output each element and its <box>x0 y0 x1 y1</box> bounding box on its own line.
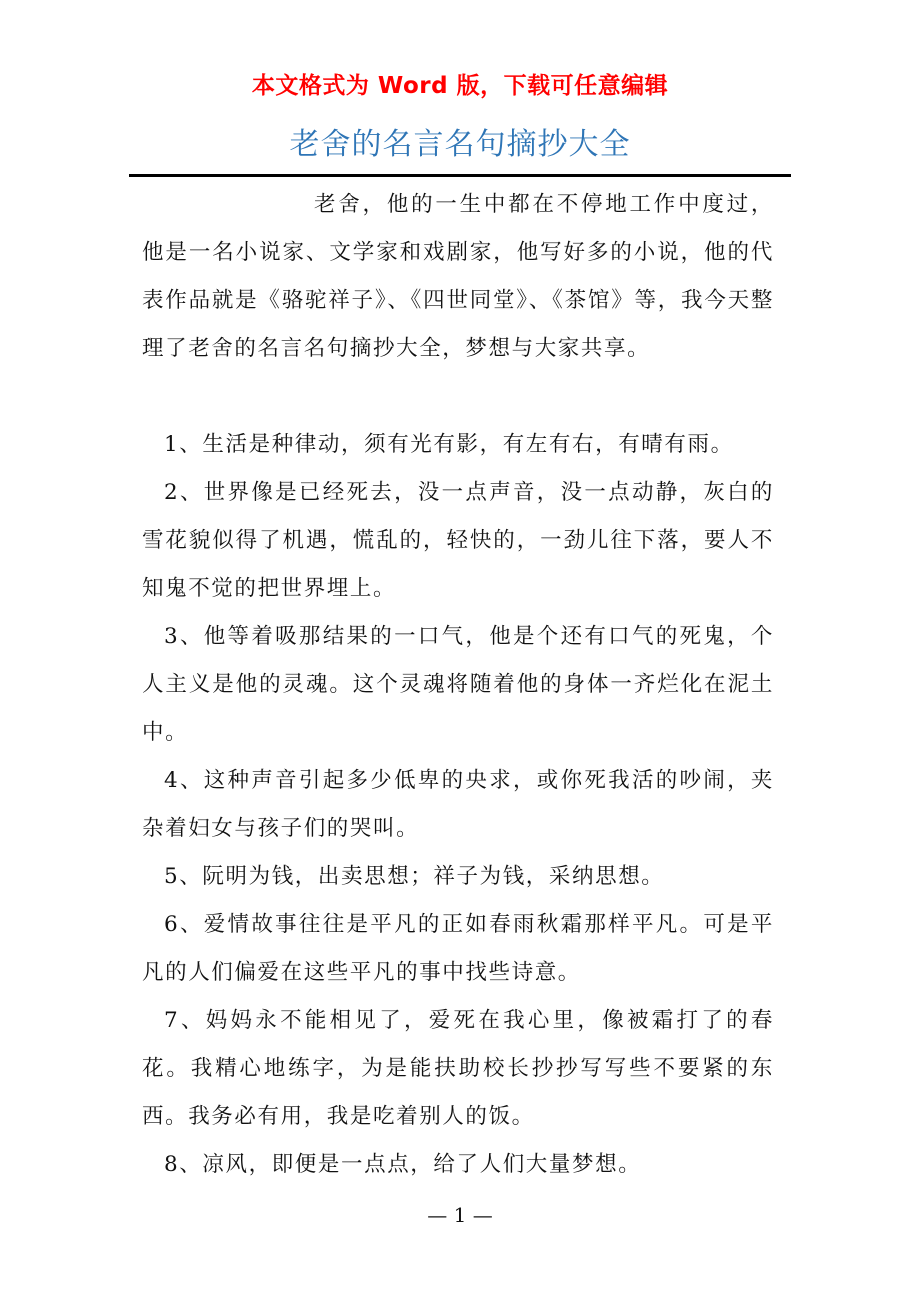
quote-item-5 <box>142 853 774 901</box>
quote-item-7 <box>142 997 774 1141</box>
quote-text: 他等着吸那结果的一口气，他是个还有口气的死鬼，个人主义是他的灵魂。这个灵魂将随着他的身体一齐烂化在泥土中。 <box>142 624 774 745</box>
document-body <box>142 181 774 1189</box>
quote-text: 爱情故事往往是平凡的正如春雨秋霜那样平凡。可是平凡的人们偏爱在这些平凡的事中找些诗意。 <box>142 912 774 985</box>
quote-item-6 <box>142 901 774 997</box>
quote-item-2 <box>142 469 774 613</box>
editable-format-notice: 本文格式为 Word 版，下载可任意编辑 <box>251 73 669 99</box>
quote-item-1 <box>142 421 774 469</box>
title-divider-rule <box>129 174 791 177</box>
document-title: 老舍的名言名句摘抄大全 <box>289 127 631 162</box>
quote-item-8 <box>142 1141 774 1189</box>
quote-item-3 <box>142 613 774 757</box>
quote-number: 5、 <box>164 864 203 889</box>
quote-number: 7、 <box>164 1008 206 1033</box>
intro-paragraph: 老舍，他的一生中都在不停地工作中度过，他是一名小说家、文学家和戏剧家，他写好多的小说，他的代表作品就是《骆驼祥子》、《四世同堂》、《茶馆》等，我今天整理了老舍的名言名句摘抄大全，梦想与大家共享。 <box>142 192 774 361</box>
quote-number: 1、 <box>164 432 203 457</box>
quote-number: 6、 <box>164 912 204 937</box>
quote-text: 这种声音引起多少低卑的央求，或你死我活的吵闹，夹杂着妇女与孩子们的哭叫。 <box>142 768 774 841</box>
quote-text: 阮明为钱，出卖思想；祥子为钱，采纳思想。 <box>202 864 665 889</box>
quote-number: 8、 <box>164 1152 203 1177</box>
quote-text: 妈妈永不能相见了，爱死在我心里，像被霜打了的春花。我精心地练字，为是能扶助校长抄抄写写些不要紧的东西。我务必有用，我是吃着别人的饭。 <box>142 1008 774 1129</box>
quote-text: 生活是种律动，须有光有影，有左有右，有晴有雨。 <box>202 432 734 457</box>
quote-number: 4、 <box>164 768 204 793</box>
page-number: — 1 — <box>427 1203 493 1227</box>
quote-number: 3、 <box>164 624 204 649</box>
quote-item-4 <box>142 757 774 853</box>
quote-text: 世界像是已经死去，没一点声音，没一点动静，灰白的雪花貌似得了机遇，慌乱的，轻快的，一劲儿往下落，要人不知鬼不觉的把世界埋上。 <box>142 480 774 601</box>
quote-text: 凉风，即便是一点点，给了人们大量梦想。 <box>202 1152 642 1177</box>
quote-number: 2、 <box>164 480 204 505</box>
paragraph-spacer <box>142 373 774 421</box>
